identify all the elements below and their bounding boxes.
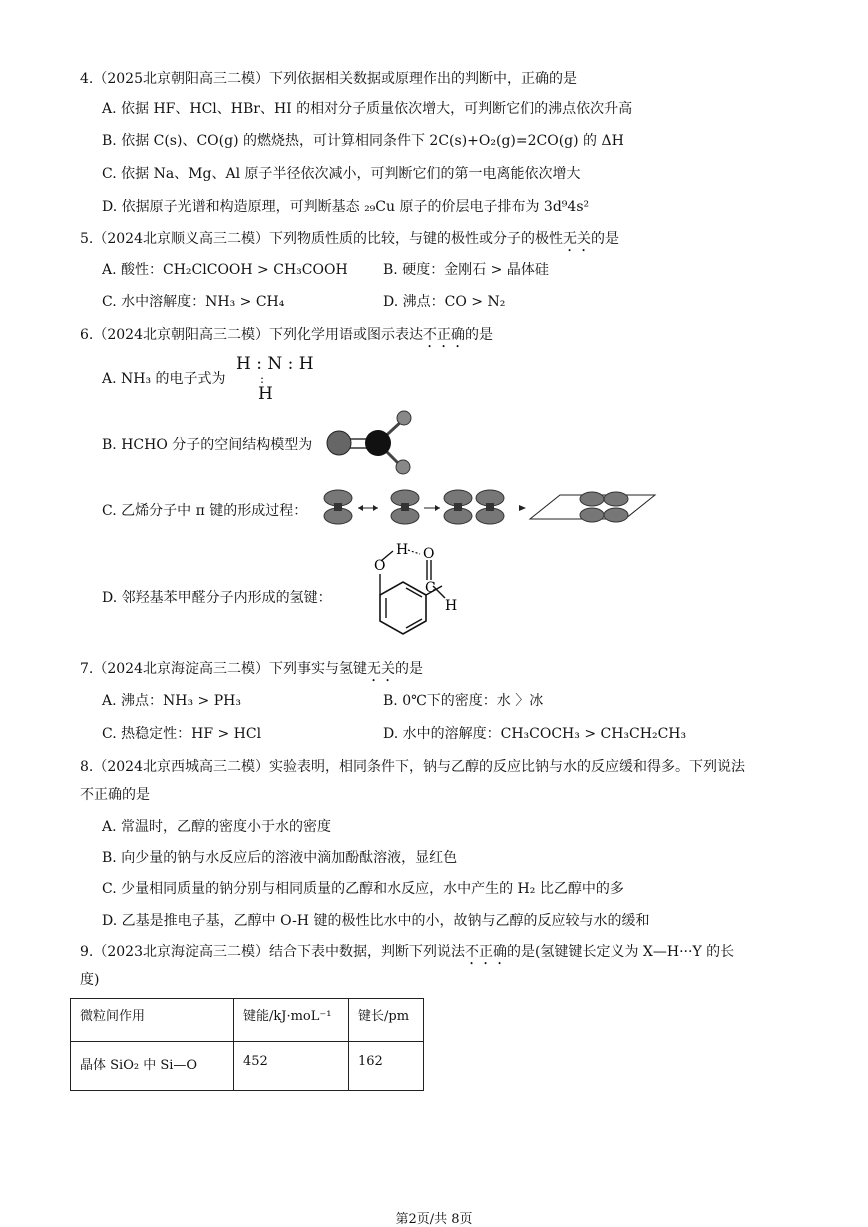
benzene-ring <box>380 582 426 634</box>
q4-option-c: C. 依据 Na、Mg、Al 原子半径依次减小，可判断它们的第一电离能依次增大 <box>102 166 581 182</box>
hydroxyl-h-label: H <box>396 542 409 558</box>
table-header-cell: 键能/kJ·moL⁻¹ <box>234 999 349 1042</box>
table-cell: 162 <box>349 1042 424 1091</box>
hydrogen-atom-bottom <box>396 460 410 474</box>
p-orbitals-overlapping <box>444 490 504 524</box>
q5-stem-a: 下列物质性质的比较，与键的极性或分子的极性 <box>269 231 563 247</box>
q9-stem-line2: 度) <box>80 972 100 988</box>
q4-option-d: D. 依据原子光谱和构造原理，可判断基态 ₂₉Cu 原子的价层电子排布为 3d⁹4s² <box>102 199 590 215</box>
q9-stem-b: 的是(氢键键长定义为 X—H···Y 的长 <box>507 944 735 960</box>
q4-stem-text: 下列依据相关数据或原理作出的判断中，正确的是 <box>269 71 577 87</box>
table-cell: 晶体 SiO₂ 中 Si—O <box>71 1042 234 1091</box>
table-header-cell: 键长/pm <box>349 999 424 1042</box>
table-header-cell: 微粒间作用 <box>71 999 234 1042</box>
q5-option-a: A. 酸性：CH₂ClCOOH > CH₃COOH <box>102 262 348 278</box>
q6-option-d: D. 邻羟基苯甲醛分子内形成的氢键： <box>102 590 332 606</box>
q9-number: 9. <box>80 944 94 960</box>
q7-stem <box>80 658 423 685</box>
q8-stem-text: 实验表明，相同条件下，钠与乙醇的反应比钠与水的反应缓和得多。下列说法 <box>269 759 745 775</box>
q7-stem-a: 下列事实与氢键 <box>269 661 367 677</box>
q8-stem <box>80 756 745 776</box>
q7-option-b: B. 0℃下的密度：水 〉冰 <box>383 693 544 709</box>
q9-source: （2023北京海淀高三二模） <box>93 944 269 960</box>
q8-option-a: A. 常温时，乙醇的密度小于水的密度 <box>102 819 332 835</box>
q8-stem-line2: 不正确的是 <box>80 787 150 803</box>
q7-stem-emphasis: 无关 <box>367 661 395 677</box>
q6-source: （2024北京朝阳高三二模） <box>93 327 269 343</box>
q7-option-c: C. 热稳定性：HF > HCl <box>102 726 262 742</box>
lewis-top-row: H : N : H <box>236 354 314 374</box>
q4-option-b: B. 依据 C(s)、CO(g) 的燃烧热，可计算相同条件下 2C(s)+O₂(g)=2CO(g) 的 ΔH <box>102 133 624 149</box>
q7-number: 7. <box>80 661 94 677</box>
q7-option-a: A. 沸点：NH₃ > PH₃ <box>102 693 241 709</box>
page-footer: 第2页/共 8页 <box>395 1212 473 1227</box>
oxygen-atom <box>327 431 351 455</box>
q8-source: （2024北京西城高三二模） <box>93 759 269 775</box>
q5-option-b: B. 硬度：金刚石 > 晶体硅 <box>383 262 549 278</box>
q5-stem-b: 的是 <box>591 231 619 247</box>
carbonyl-c-label: C <box>425 580 436 596</box>
pi-bond-formation-diagram <box>320 485 660 530</box>
nh3-lewis-structure <box>236 354 314 404</box>
q9-stem-emphasis: 不正确 <box>465 944 507 960</box>
lewis-lone-pair: : <box>260 372 265 386</box>
carbon-atom <box>365 430 391 456</box>
hydrogen-bond <box>408 550 420 554</box>
q8-number: 8. <box>80 759 94 775</box>
q6-stem-a: 下列化学用语或图示表达 <box>269 327 423 343</box>
q8-option-c: C. 少量相同质量的钠分别与相同质量的乙醇和水反应，水中产生的 H₂ 比乙醇中的多 <box>102 881 624 897</box>
q6-stem-emphasis: 不正确 <box>423 327 465 343</box>
q7-stem-b: 的是 <box>395 661 423 677</box>
aldehyde-h-label: H <box>445 598 458 614</box>
q6-option-c: C. 乙烯分子中 π 键的形成过程： <box>102 503 308 519</box>
salicylaldehyde-structure <box>345 540 475 640</box>
arrow-3 <box>519 505 526 511</box>
q7-option-d: D. 水中的溶解度：CH₃COCH₃ > CH₃CH₂CH₃ <box>383 726 687 742</box>
q7-source: （2024北京海淀高三二模） <box>93 661 269 677</box>
q4-number: 4. <box>80 71 94 87</box>
q6-stem-b: 的是 <box>465 327 493 343</box>
q5-number: 5. <box>80 231 94 247</box>
table-row <box>71 1042 424 1091</box>
q5-option-d: D. 沸点：CO > N₂ <box>383 294 506 310</box>
pi-bond-orbitals <box>580 492 628 522</box>
q8-option-b: B. 向少量的钠与水反应后的溶液中滴加酚酞溶液，显红色 <box>102 850 458 866</box>
q9-stem <box>80 941 734 968</box>
oxygen-label-right: O <box>423 546 435 562</box>
table-header-row <box>71 999 424 1042</box>
q6-option-b: B. HCHO 分子的空间结构模型为 <box>102 437 313 453</box>
q6-option-a: A. NH₃ 的电子式为 <box>102 371 226 387</box>
q4-source: （2025北京朝阳高三二模） <box>93 71 269 87</box>
hydrogen-atom-top <box>397 411 411 425</box>
oxygen-label-left: O <box>374 558 386 574</box>
lewis-bottom-h: H <box>258 384 273 404</box>
bond-data-table <box>70 998 424 1091</box>
q4-option-a: A. 依据 HF、HCl、HBr、HI 的相对分子质量依次增大，可判断它们的沸点依次升高 <box>102 101 633 117</box>
q8-option-d: D. 乙基是推电子基，乙醇中 O-H 键的极性比水中的小，故钠与乙醇的反应较与水的缓和 <box>102 913 650 929</box>
hcho-ball-stick-model <box>325 408 415 478</box>
q9-stem-a: 结合下表中数据，判断下列说法 <box>269 944 465 960</box>
p-orbitals-separated <box>324 490 352 524</box>
p-orbitals-approaching <box>391 490 419 524</box>
q5-stem-emphasis: 无关 <box>563 231 591 247</box>
q6-stem <box>80 324 493 351</box>
q4-stem <box>80 68 577 88</box>
table-cell: 452 <box>234 1042 349 1091</box>
q6-number: 6. <box>80 327 94 343</box>
q5-stem <box>80 228 619 255</box>
q5-source: （2024北京顺义高三二模） <box>93 231 269 247</box>
q5-option-c: C. 水中溶解度：NH₃ > CH₄ <box>102 294 285 310</box>
